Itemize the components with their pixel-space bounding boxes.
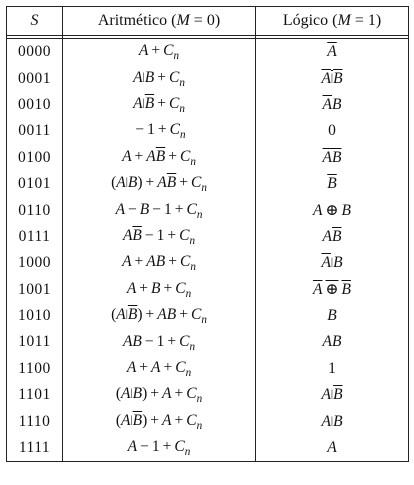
arithmetic-cell: $A - B - 1 + C_n$ bbox=[63, 197, 256, 223]
arithmetic-cell: $A|B + C_n$ bbox=[63, 65, 256, 91]
logic-cell: $A|\overline{B}$ bbox=[256, 382, 409, 408]
logic-cell: AB bbox=[256, 145, 409, 171]
arithmetic-cell: A + AB + $C_n$ bbox=[63, 250, 256, 276]
select-code-cell: 0101 bbox=[7, 171, 63, 197]
logic-cell: A ⊕ B bbox=[256, 277, 409, 303]
select-code-cell: 0010 bbox=[7, 92, 63, 118]
select-code-cell: 1101 bbox=[7, 382, 63, 408]
logic-cell: A|B bbox=[256, 65, 409, 91]
arithmetic-cell: $(A|B) + A + C_n$ bbox=[63, 382, 256, 408]
logic-cell: B bbox=[256, 303, 409, 329]
arithmetic-cell: $A + C_n$ bbox=[63, 39, 256, 66]
select-code-cell: 0000 bbox=[7, 39, 63, 66]
select-code-cell: 1111 bbox=[7, 435, 63, 462]
header-logic: Lógico (M = 1) bbox=[256, 7, 409, 36]
table-row bbox=[7, 382, 409, 408]
header-arithmetic: Aritmético (M = 0) bbox=[63, 7, 256, 36]
table-row bbox=[7, 303, 409, 329]
logic-cell: $\overline{A}$ bbox=[256, 39, 409, 66]
table-row bbox=[7, 39, 409, 66]
arithmetic-cell: $A|\overline{B} + C_n$ bbox=[63, 92, 256, 118]
alu-function-table-container bbox=[6, 6, 408, 462]
table-row bbox=[7, 408, 409, 434]
logic-cell: $A\overline{B}$ bbox=[256, 224, 409, 250]
arithmetic-cell: $A + A + C_n$ bbox=[63, 356, 256, 382]
logic-cell: $\overline{A}|B$ bbox=[256, 250, 409, 276]
logic-cell: A|B bbox=[256, 408, 409, 434]
table-header-row bbox=[7, 7, 409, 36]
table-row bbox=[7, 65, 409, 91]
table-row bbox=[7, 250, 409, 276]
arithmetic-cell: − $1 + C_n$ bbox=[63, 118, 256, 144]
logic-cell: $\overline{A}B$ bbox=[256, 92, 409, 118]
table-body bbox=[7, 39, 409, 462]
arithmetic-cell: $(A|\overline{B})$ + AB + $C_n$ bbox=[63, 303, 256, 329]
select-code-cell: 0111 bbox=[7, 224, 63, 250]
table-row bbox=[7, 118, 409, 144]
select-code-cell: 1110 bbox=[7, 408, 63, 434]
select-code-cell: 1000 bbox=[7, 250, 63, 276]
table-row bbox=[7, 224, 409, 250]
table-row bbox=[7, 171, 409, 197]
select-code-cell: 1011 bbox=[7, 329, 63, 355]
logic-cell: 1 bbox=[256, 356, 409, 382]
table-row bbox=[7, 92, 409, 118]
select-code-cell: 1001 bbox=[7, 277, 63, 303]
table-row bbox=[7, 435, 409, 462]
arithmetic-cell: $A\overline{B} - 1 + C_n$ bbox=[63, 224, 256, 250]
logic-cell: A ⊕ B bbox=[256, 197, 409, 223]
arithmetic-cell: AB − $1 + C_n$ bbox=[63, 329, 256, 355]
select-code-cell: 0001 bbox=[7, 65, 63, 91]
table-row bbox=[7, 356, 409, 382]
logic-cell: A bbox=[256, 435, 409, 462]
select-code-cell: 1010 bbox=[7, 303, 63, 329]
logic-cell: 0 bbox=[256, 118, 409, 144]
select-code-cell: 1100 bbox=[7, 356, 63, 382]
select-code-cell: 0011 bbox=[7, 118, 63, 144]
arithmetic-cell: $A + B + C_n$ bbox=[63, 277, 256, 303]
select-code-cell: 0100 bbox=[7, 145, 63, 171]
table-row bbox=[7, 329, 409, 355]
arithmetic-cell: $(A|\overline{B}) + A + C_n$ bbox=[63, 408, 256, 434]
logic-cell: $\overline{B}$ bbox=[256, 171, 409, 197]
table-row bbox=[7, 197, 409, 223]
header-s: S bbox=[7, 7, 63, 36]
select-code-cell: 0110 bbox=[7, 197, 63, 223]
table-row bbox=[7, 277, 409, 303]
logic-cell: AB bbox=[256, 329, 409, 355]
table-row bbox=[7, 145, 409, 171]
arithmetic-cell: $A - 1 + C_n$ bbox=[63, 435, 256, 462]
alu-function-table bbox=[6, 6, 409, 462]
arithmetic-cell: $A + A\overline{B} + C_n$ bbox=[63, 145, 256, 171]
arithmetic-cell: $(A|B) + A\overline{B} + C_n$ bbox=[63, 171, 256, 197]
